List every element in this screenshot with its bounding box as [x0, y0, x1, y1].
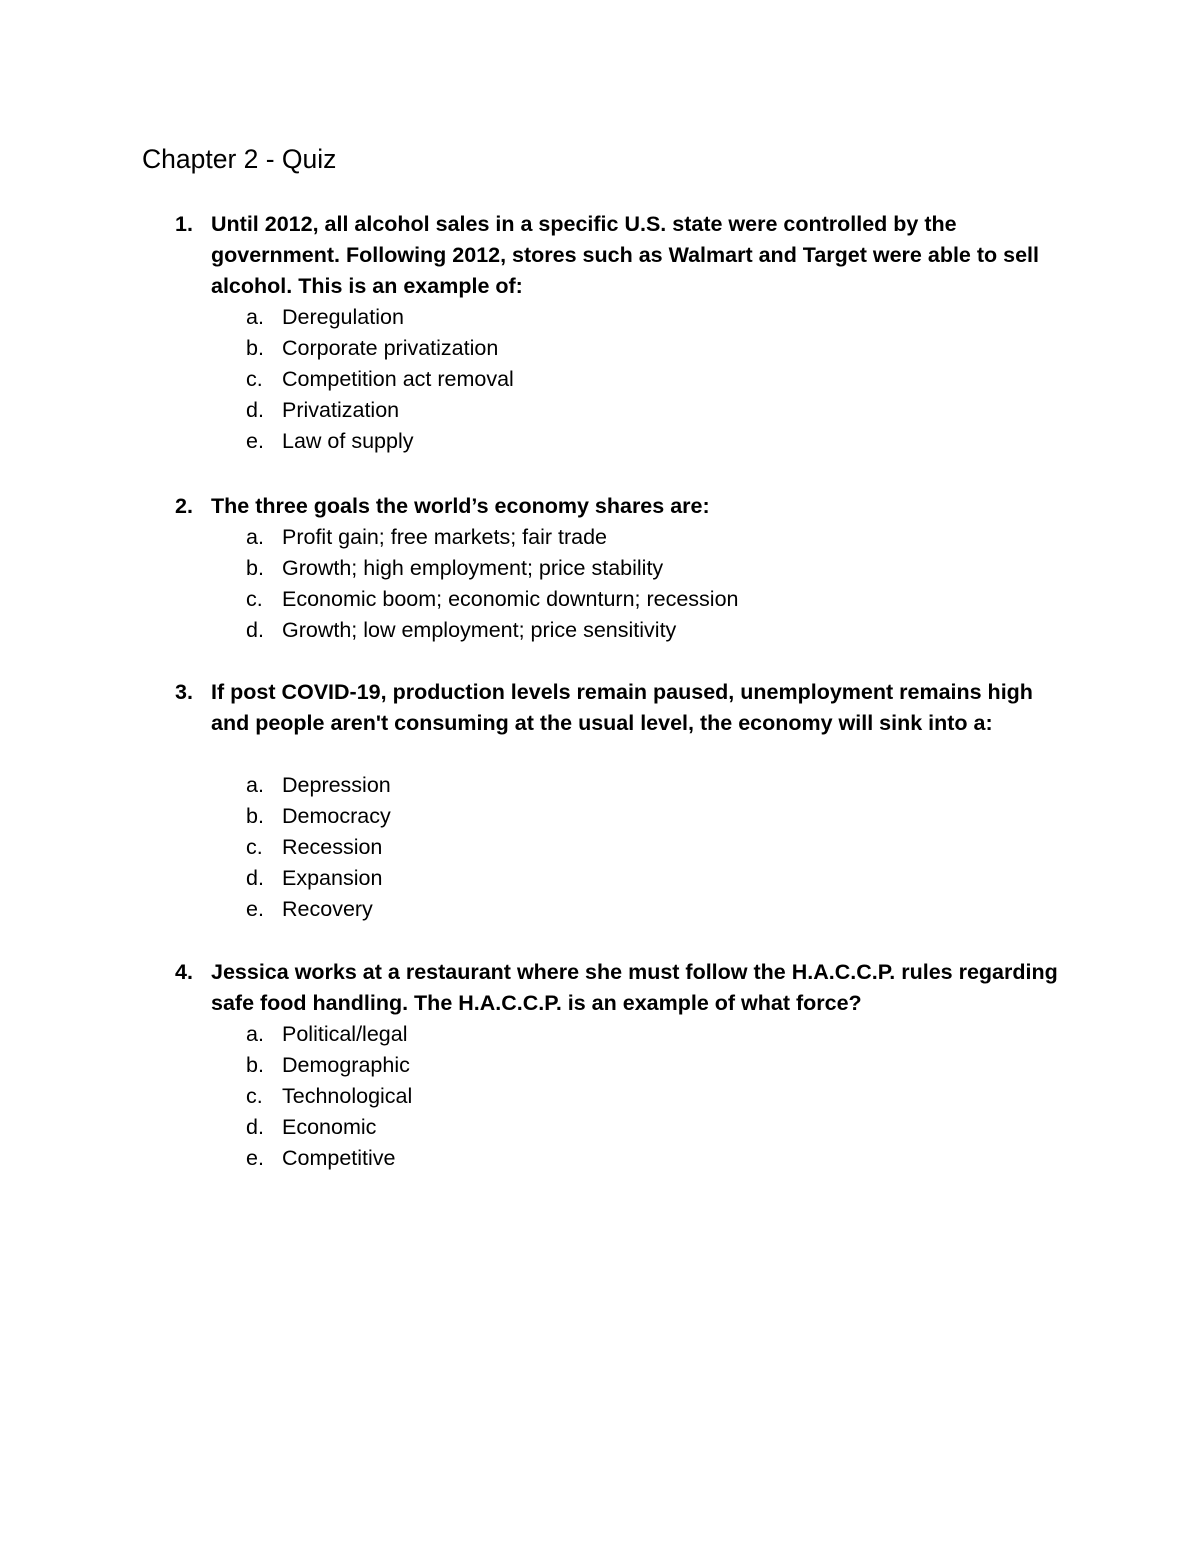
option-letter: b.: [246, 556, 264, 581]
option-letter: a.: [246, 525, 264, 549]
option-text: Depression: [282, 773, 391, 797]
question-text: Until 2012, all alcohol sales in a specific U.S. state were controlled by the government. Following 2012, stores such as Walmart and Target were able to sell alcohol. This is an example of:: [211, 212, 1039, 298]
option-letter: e.: [246, 1146, 264, 1171]
option-letter: c.: [246, 367, 263, 392]
option-text: Economic: [282, 1115, 377, 1140]
question-number: 3.: [175, 680, 193, 704]
option-letter: c.: [246, 587, 263, 612]
option-letter: c.: [246, 835, 263, 860]
option-letter: a.: [246, 773, 264, 797]
option-letter: b.: [246, 804, 264, 829]
option-text: Recovery: [282, 897, 373, 922]
option-text: Competitive: [282, 1146, 396, 1171]
option-letter: e.: [246, 897, 264, 922]
option-text: Corporate privatization: [282, 336, 499, 361]
option-letter: d.: [246, 1115, 264, 1140]
option-text: Competition act removal: [282, 367, 514, 392]
option-letter: d.: [246, 398, 264, 423]
option-text: Democracy: [282, 804, 391, 829]
question-text: The three goals the world’s economy shares are:: [211, 494, 710, 518]
option-letter: d.: [246, 618, 264, 643]
question-number: 2.: [175, 494, 193, 518]
option-text: Deregulation: [282, 305, 404, 329]
option-letter: d.: [246, 866, 264, 891]
option-letter: c.: [246, 1084, 263, 1109]
question-number: 1.: [175, 212, 193, 236]
option-text: Demographic: [282, 1053, 410, 1078]
question-text: Jessica works at a restaurant where she must follow the H.A.C.C.P. rules regarding safe food handling. The H.A.C.C.P. is an example of what force?: [211, 960, 1058, 1015]
option-text: Law of supply: [282, 429, 414, 454]
option-letter: e.: [246, 429, 264, 454]
question-text: If post COVID-19, production levels remain paused, unemployment remains high and people aren't consuming at the usual level, the economy will sink into a:: [211, 680, 1033, 735]
option-text: Profit gain; free markets; fair trade: [282, 525, 608, 549]
option-letter: b.: [246, 1053, 264, 1078]
document-title: Chapter 2 - Quiz: [142, 144, 337, 174]
option-text: Privatization: [282, 398, 400, 423]
option-letter: b.: [246, 336, 264, 361]
option-text: Growth; low employment; price sensitivity: [282, 618, 677, 643]
option-letter: a.: [246, 1022, 264, 1046]
option-text: Economic boom; economic downturn; recession: [282, 587, 739, 612]
option-text: Recession: [282, 835, 383, 860]
option-text: Political/legal: [282, 1022, 408, 1046]
option-text: Technological: [282, 1084, 413, 1109]
option-text: Expansion: [282, 866, 383, 891]
option-text: Growth; high employment; price stability: [282, 556, 664, 581]
question-number: 4.: [175, 960, 193, 984]
option-letter: a.: [246, 305, 264, 329]
